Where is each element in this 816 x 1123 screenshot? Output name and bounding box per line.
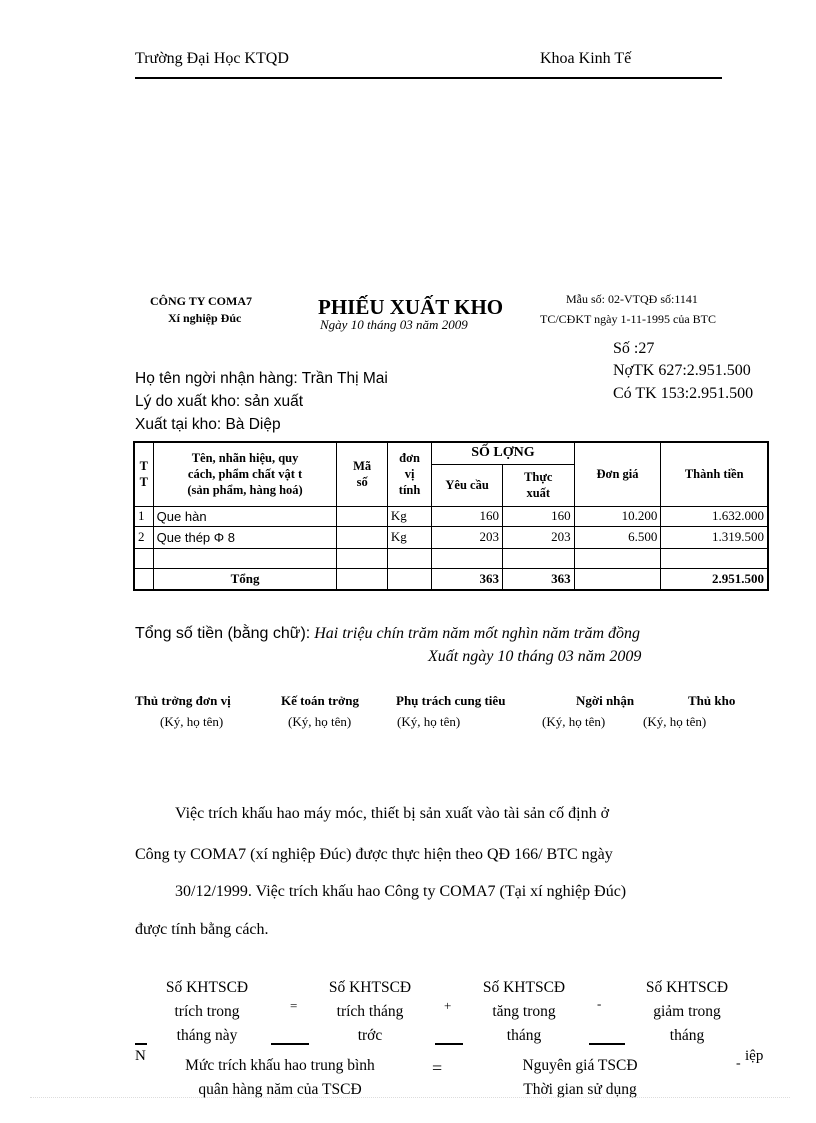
para-line1: Việc trích khấu hao máy móc, thiết bị sản xuất vào tài sản cố định ở [175,805,610,822]
page-bottom-rule [30,1097,790,1098]
stray-dash: - [736,1056,741,1071]
header-left: Trường Đại Học KTQD [135,50,289,67]
sig-title-receiver: Ngời nhận [576,693,635,708]
formula2-left: Mức trích khấu hao trung bình quân hàng năm của TSCĐ [185,1057,375,1098]
formula1-blank2 [271,1043,309,1045]
sig-note-accountant: (Ký, họ tên) [288,714,352,729]
formula1-blank3 [435,1043,463,1045]
para-line3: 30/12/1999. Việc trích khấu hao Công ty COMA7 (Tại xí nghiệp Đúc) [175,883,627,900]
col-qty: SỐ LỢNG [432,442,574,464]
formula1-blank1 [135,1043,147,1045]
sig-note-receiver: (Ký, họ tên) [542,714,606,729]
col-tt: T T [134,442,153,506]
table-row: 1 Que hàn Kg 160 160 10.200 1.632.000 [134,506,768,526]
col-price: Đơn giá [574,442,661,506]
template-line2: TC/CĐKT ngày 1-11-1995 của BTC [540,312,716,326]
sig-note-supply: (Ký, họ tên) [397,714,461,729]
formula1-op-equals: = [290,998,298,1013]
inventory-table [133,441,769,591]
sig-title-accountant: Kế toán trởng [281,693,359,708]
table-row-empty [134,548,768,568]
col-code: Mã số [337,442,387,506]
formula1-op-minus: - [597,996,602,1011]
formula1-op-plus: + [444,998,452,1013]
formula2-right: Nguyên giá TSCĐ Thời gian sử dụng [522,1057,638,1098]
formula1-term4: Số KHTSCĐ giảm trong tháng [645,979,729,1044]
stray-left-text: N [135,1048,146,1064]
col-qty-req: Yêu cầu [432,464,503,506]
formula1-blank4 [589,1043,625,1045]
sig-title-storekeeper: Thủ kho [688,693,736,708]
reason-line: Lý do xuất kho: sản xuất [135,393,304,410]
header-right: Khoa Kinh Tế [540,50,632,67]
credit-account: Có TK 153:2.951.500 [613,385,754,402]
form-title: PHIẾU XUẤT KHO [318,295,504,319]
para-line2: Công ty COMA7 (xí nghiệp Đúc) được thực hiện theo QĐ 166/ BTC ngày [135,846,613,863]
formula1-term1: Số KHTSCĐ trích trong tháng này [165,979,249,1044]
formula1-term3: Số KHTSCĐ tăng trong tháng [482,979,566,1044]
company-name: CÔNG TY COMA7 [150,294,252,308]
sig-title-director: Thủ trởng đơn vị [135,693,231,708]
amount-in-words: Tổng số tiền (bằng chữ): Hai triệu chín trăm năm mốt nghìn năm trăm đồng [135,625,641,642]
form-date: Ngày 10 tháng 03 năm 2009 [320,317,468,332]
warehouse-line: Xuất tại kho: Bà Diệp [135,416,281,433]
issue-date: Xuất ngày 10 tháng 03 năm 2009 [428,648,642,665]
col-amount: Thành tiền [661,442,768,506]
debit-account: NợTK 627:2.951.500 [613,362,751,379]
col-name: Tên, nhãn hiệu, quy cách, phẩm chất vật t (sản phẩm, hàng hoá) [153,442,337,506]
para-line4: được tính bằng cách. [135,921,269,938]
company-unit: Xí nghiệp Đúc [168,311,242,325]
header-rule [135,77,722,79]
receiver-line: Họ tên ngời nhận hàng: Trần Thị Mai [135,370,388,387]
stray-right-text: iệp [745,1048,764,1064]
formula2-op-equals: = [432,1058,443,1078]
col-qty-act: Thực xuất [502,464,574,506]
table-row: 2 Que thép Φ 8 Kg 203 203 6.500 1.319.500 [134,526,768,548]
sig-title-supply: Phụ trách cung tiêu [396,693,506,708]
template-line1: Mẫu số: 02-VTQĐ số:1141 [566,292,698,306]
sig-note-storekeeper: (Ký, họ tên) [643,714,707,729]
formula1-term2: Số KHTSCĐ trích tháng trớc [328,979,412,1044]
table-total-row: Tổng 363 363 2.951.500 [134,568,768,590]
col-unit: đơn vị tính [387,442,431,506]
sig-note-director: (Ký, họ tên) [160,714,224,729]
form-number: Số :27 [613,340,655,357]
